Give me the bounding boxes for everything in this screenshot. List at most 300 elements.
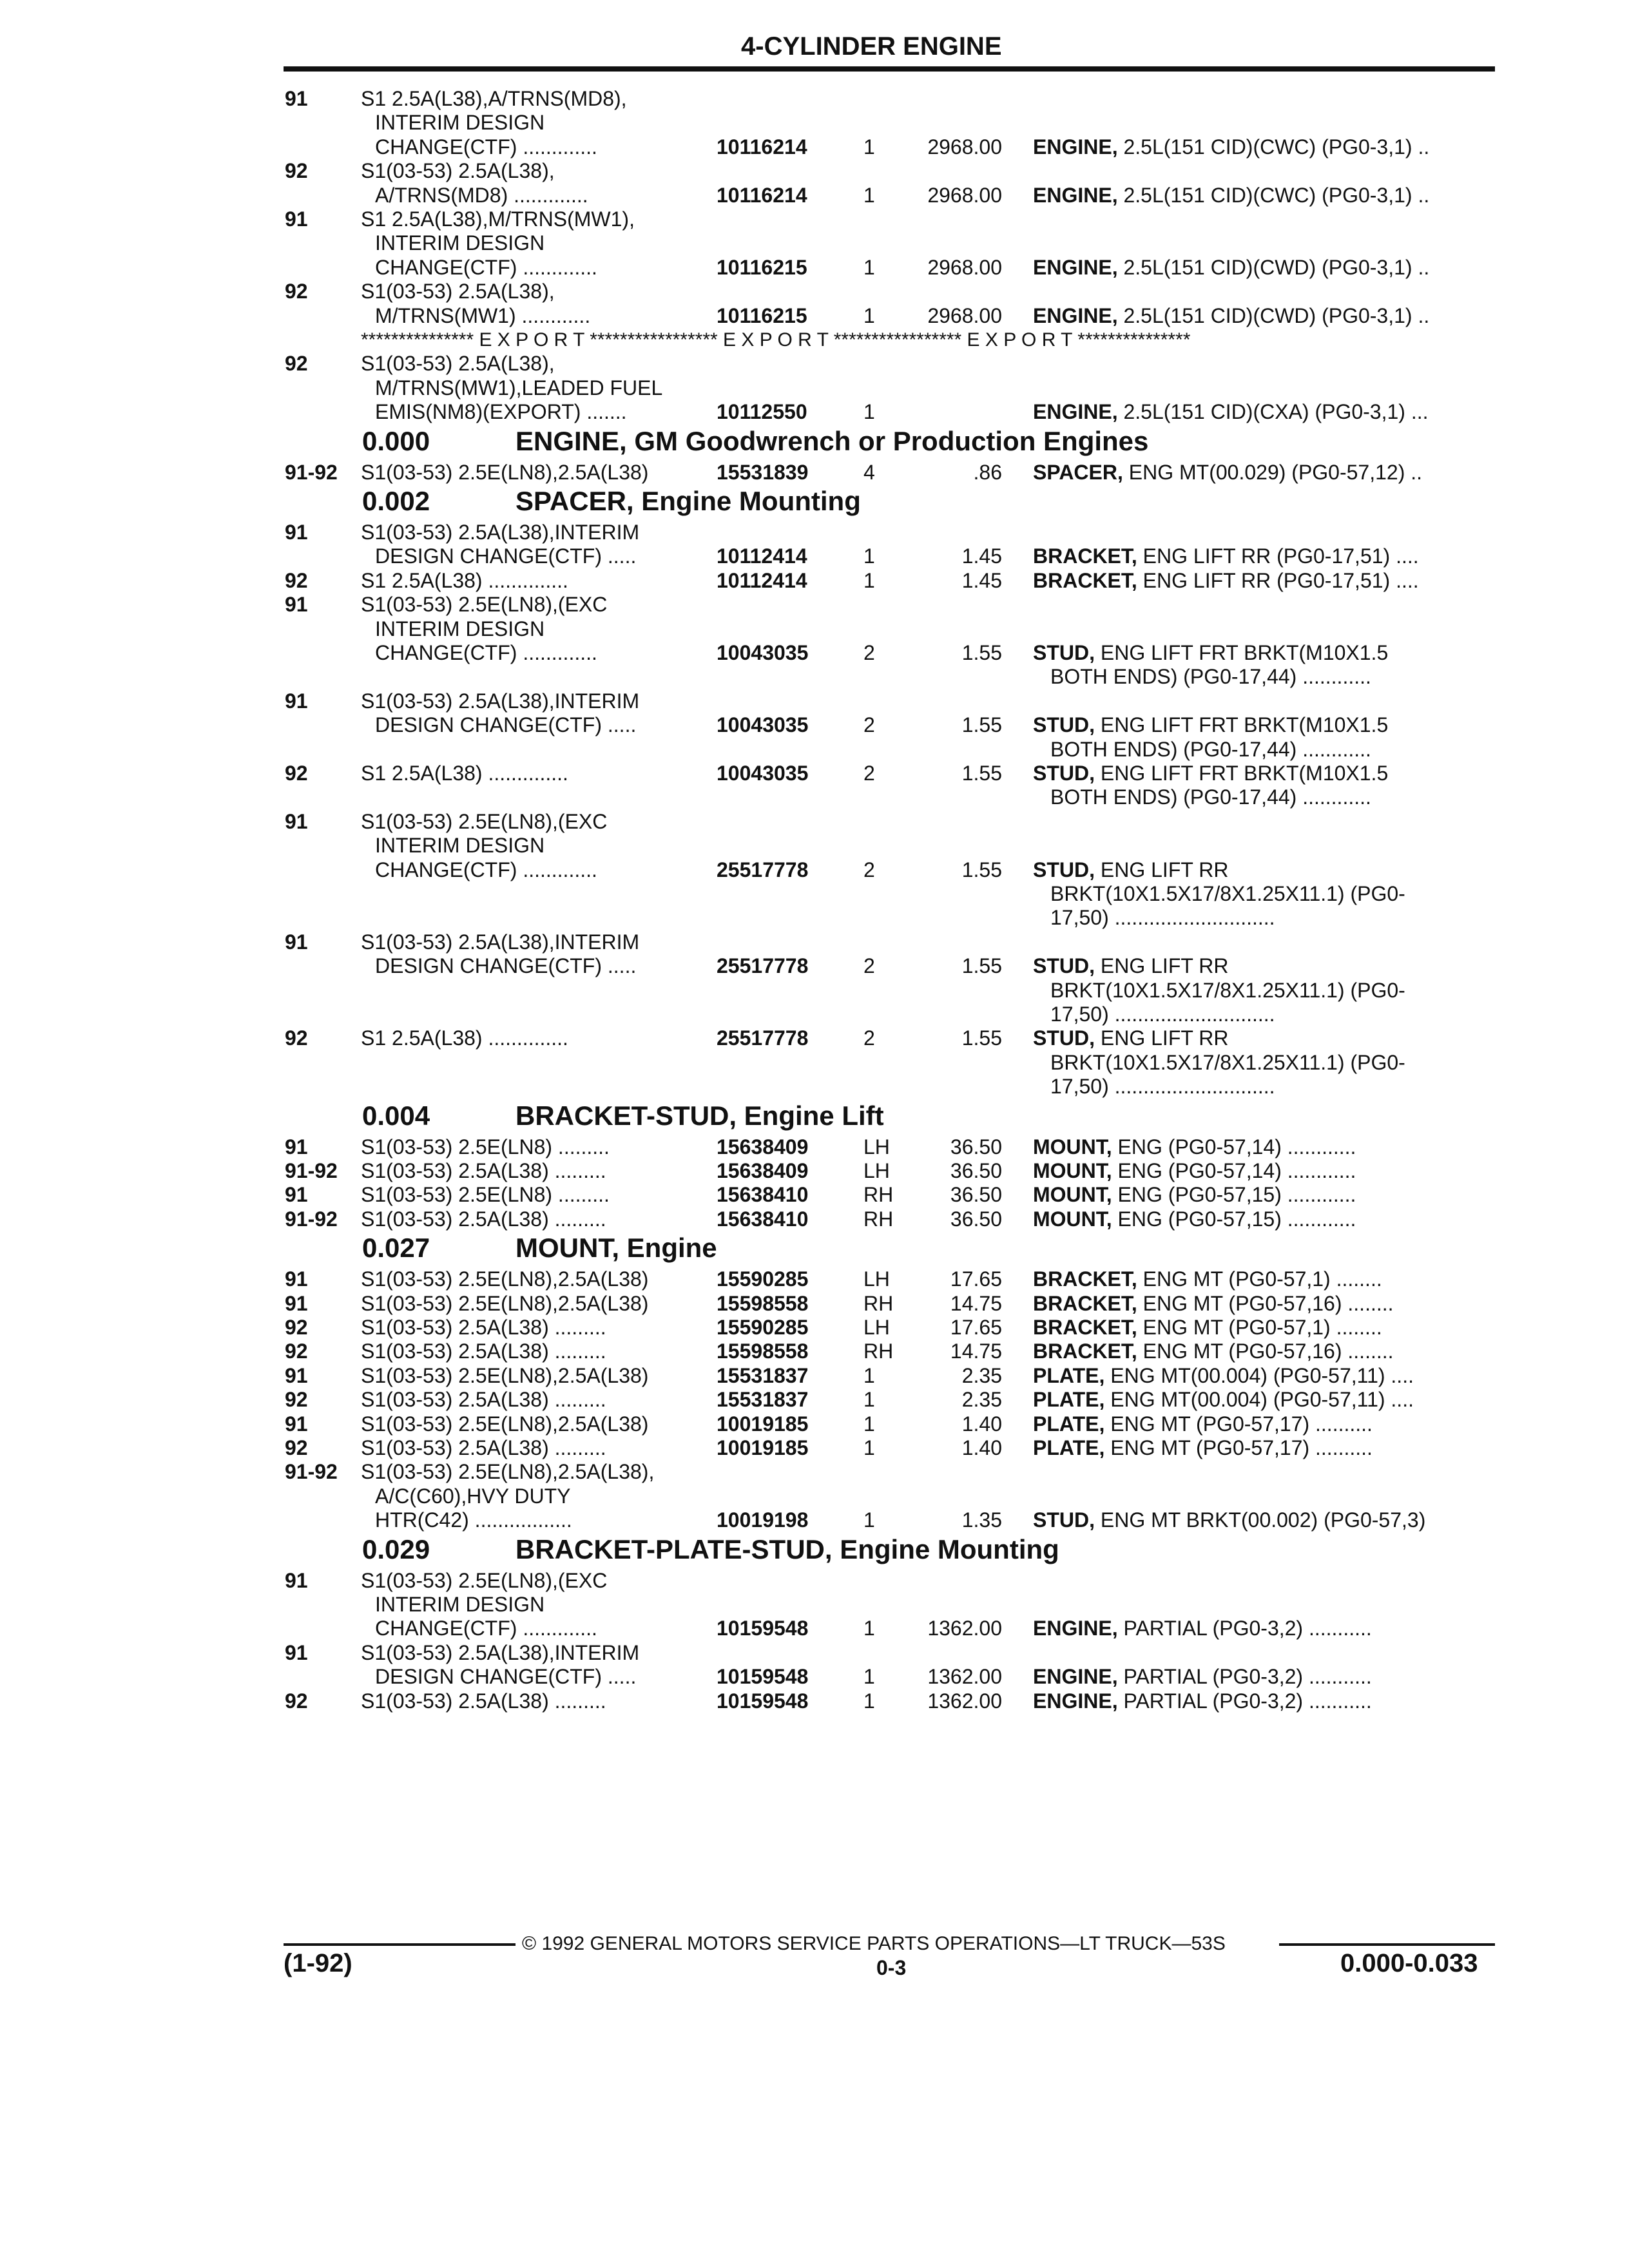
application-description-continued: A/TRNS(MD8) ............. — [375, 183, 588, 207]
part-name-keyword: BRACKET, — [1033, 1340, 1137, 1363]
model-year: 91-92 — [285, 1159, 338, 1182]
model-year: 92 — [285, 1340, 308, 1363]
list-price: 1.45 — [961, 568, 1002, 592]
part-name-keyword: ENGINE, — [1033, 303, 1118, 327]
model-year: 91-92 — [285, 1460, 338, 1484]
application-description-continued: CHANGE(CTF) ............. — [375, 858, 597, 881]
part-name-keyword: ENGINE, — [1033, 1665, 1118, 1689]
parts-row — [0, 1617, 1629, 1640]
application-description-continued: EMIS(NM8)(EXPORT) ....... — [375, 400, 627, 424]
part-name-detail: ENG LIFT RR — [1095, 858, 1229, 881]
application-description: S1(03-53) 2.5E(LN8),2.5A(L38), — [361, 1460, 655, 1484]
model-year: 91 — [285, 1363, 308, 1387]
parts-row — [0, 762, 1629, 785]
part-number: 10112414 — [717, 568, 807, 592]
parts-row — [0, 1183, 1629, 1207]
part-name — [1033, 1508, 1425, 1532]
application-description-continued: DESIGN CHANGE(CTF) ..... — [375, 544, 637, 568]
quantity: 1 — [863, 1412, 875, 1436]
application-description: S1(03-53) 2.5E(LN8),2.5A(L38) — [361, 1291, 649, 1315]
application-description: S1(03-53) 2.5A(L38) ......... — [361, 1316, 606, 1339]
part-name-detail: ENG MT(00.029) (PG0-57,12) .. — [1123, 460, 1423, 484]
model-year: 92 — [285, 1689, 308, 1713]
parts-row — [0, 231, 1629, 255]
part-number: 15598558 — [717, 1291, 809, 1315]
section-number: 0.002 — [362, 486, 430, 516]
part-name — [1033, 1436, 1373, 1460]
part-name — [1033, 1135, 1356, 1159]
part-name-detail: ENG MT(00.004) (PG0-57,11) .... — [1104, 1363, 1414, 1387]
application-description: S1(03-53) 2.5A(L38),INTERIM — [361, 1640, 640, 1664]
list-price: 1.55 — [961, 858, 1002, 881]
quantity: 1 — [863, 1388, 875, 1412]
model-year: 91 — [285, 87, 308, 110]
parts-row — [0, 1641, 1629, 1665]
section-title: ENGINE, GM Goodwrench or Production Engines — [516, 425, 1149, 456]
quantity: RH — [863, 1340, 894, 1363]
parts-row — [0, 665, 1629, 689]
part-name — [1033, 1689, 1372, 1713]
model-year: 92 — [285, 159, 308, 183]
parts-row — [0, 304, 1629, 328]
model-year: 91 — [285, 1183, 308, 1207]
parts-row — [0, 1051, 1629, 1075]
application-description-continued: CHANGE(CTF) ............. — [375, 641, 597, 664]
part-name-keyword: PLATE, — [1033, 1363, 1105, 1387]
parts-row — [0, 461, 1629, 485]
parts-row — [0, 713, 1629, 737]
part-name-detail: ENG (PG0-57,14) ............ — [1112, 1135, 1356, 1158]
part-name — [1033, 256, 1429, 280]
application-description: S1 2.5A(L38),A/TRNS(MD8), — [361, 87, 627, 110]
part-name — [1033, 954, 1228, 978]
quantity: LH — [863, 1267, 890, 1291]
application-description-continued: CHANGE(CTF) ............. — [375, 1617, 597, 1640]
parts-row — [0, 1388, 1629, 1412]
part-name-detail: ENG MT (PG0-57,16) ........ — [1137, 1291, 1394, 1315]
application-description: S1(03-53) 2.5E(LN8),2.5A(L38) — [361, 1363, 649, 1387]
application-description: S1 2.5A(L38) .............. — [361, 762, 568, 785]
quantity: RH — [863, 1291, 894, 1315]
quantity: 1 — [863, 1363, 875, 1387]
model-year: 91 — [285, 1412, 308, 1436]
part-name — [1033, 461, 1422, 485]
section-heading — [0, 1233, 1629, 1265]
quantity: RH — [863, 1183, 894, 1207]
application-description-continued: INTERIM DESIGN — [375, 111, 545, 135]
list-price: 14.75 — [950, 1291, 1002, 1315]
part-name — [1033, 1026, 1228, 1050]
parts-row — [0, 979, 1629, 1003]
parts-row — [0, 207, 1629, 231]
section-number: 0.000 — [362, 425, 430, 456]
part-name — [1033, 1316, 1382, 1340]
part-name — [1033, 544, 1419, 568]
section-number: 0.029 — [362, 1533, 430, 1564]
parts-row — [0, 1316, 1629, 1340]
part-name-detail: ENG MT (PG0-57,17) .......... — [1104, 1436, 1373, 1459]
parts-row — [0, 906, 1629, 930]
parts-row — [0, 1364, 1629, 1388]
application-description: S1(03-53) 2.5E(LN8),(EXC — [361, 809, 608, 833]
part-name-continued: BRKT(10X1.5X17/8X1.25X11.1) (PG0- — [1050, 1050, 1405, 1074]
model-year: 91 — [285, 809, 308, 833]
part-number: 15590285 — [717, 1267, 809, 1291]
part-name-keyword: STUD, — [1033, 858, 1095, 881]
parts-row — [0, 376, 1629, 400]
application-description: S1(03-53) 2.5E(LN8),2.5A(L38) — [361, 460, 649, 484]
model-year: 92 — [285, 1436, 308, 1459]
part-name-detail: ENG MT (PG0-57,16) ........ — [1137, 1340, 1394, 1363]
part-name-keyword: MOUNT, — [1033, 1207, 1112, 1231]
application-description: S1(03-53) 2.5A(L38), — [361, 352, 555, 376]
parts-row — [0, 954, 1629, 978]
quantity: 1 — [863, 544, 875, 568]
part-name-detail: 2.5L(151 CID)(CWD) (PG0-3,1) .. — [1117, 303, 1430, 327]
parts-row — [0, 785, 1629, 809]
quantity: LH — [863, 1159, 890, 1182]
parts-row — [0, 111, 1629, 135]
list-price: .86 — [973, 460, 1002, 484]
part-name-detail: ENG LIFT RR (PG0-17,51) .... — [1137, 544, 1419, 568]
parts-row — [0, 1412, 1629, 1436]
list-price: 1362.00 — [927, 1617, 1002, 1640]
parts-row — [0, 1569, 1629, 1593]
part-name-detail: ENG LIFT FRT BRKT(M10X1.5 — [1095, 762, 1389, 785]
part-name-detail: ENG MT BRKT(00.002) (PG0-57,3) — [1095, 1508, 1426, 1532]
list-price: 2968.00 — [927, 255, 1002, 279]
application-description: S1(03-53) 2.5E(LN8) ......... — [361, 1183, 610, 1207]
section-heading — [0, 486, 1629, 518]
model-year: 91 — [285, 1267, 308, 1291]
application-description: S1(03-53) 2.5E(LN8) ......... — [361, 1135, 610, 1158]
part-name-detail: ENG MT(00.004) (PG0-57,11) .... — [1104, 1388, 1414, 1412]
quantity: 1 — [863, 1436, 875, 1459]
application-description-continued: INTERIM DESIGN — [375, 1593, 545, 1616]
footer-range: 0.000-0.033 — [1340, 1949, 1478, 1977]
part-name-continued: 17,50) ............................ — [1050, 1075, 1275, 1099]
application-description-continued: M/TRNS(MW1),LEADED FUEL — [375, 376, 663, 399]
part-name-keyword: STUD, — [1033, 1508, 1095, 1532]
model-year: 91 — [285, 1291, 308, 1315]
part-number: 15638409 — [717, 1135, 809, 1158]
footer-date: (1-92) — [284, 1949, 352, 1977]
part-name-continued: 17,50) ............................ — [1050, 906, 1275, 930]
quantity: 2 — [863, 641, 875, 664]
part-name — [1033, 1292, 1394, 1316]
part-name-continued: 17,50) ............................ — [1050, 1003, 1275, 1026]
quantity: 1 — [863, 255, 875, 279]
application-description: S1(03-53) 2.5A(L38) ......... — [361, 1436, 606, 1459]
quantity: 4 — [863, 460, 875, 484]
quantity: 2 — [863, 1026, 875, 1050]
parts-row — [0, 1665, 1629, 1689]
application-description-continued: HTR(C42) ................. — [375, 1508, 572, 1532]
part-number: 10159548 — [717, 1665, 809, 1689]
part-name-detail: ENG MT (PG0-57,1) ........ — [1137, 1316, 1382, 1339]
list-price: 2968.00 — [927, 303, 1002, 327]
part-name — [1033, 1183, 1356, 1207]
part-name-detail: PARTIAL (PG0-3,2) ........... — [1117, 1689, 1372, 1713]
part-name-continued: BRKT(10X1.5X17/8X1.25X11.1) (PG0- — [1050, 978, 1405, 1002]
application-description: S1(03-53) 2.5A(L38), — [361, 280, 555, 303]
part-number: 15638409 — [717, 1159, 809, 1182]
list-price: 1.55 — [961, 641, 1002, 664]
list-price: 1.55 — [961, 954, 1002, 978]
parts-row — [0, 1485, 1629, 1508]
model-year: 91 — [285, 593, 308, 617]
application-description: S1(03-53) 2.5E(LN8),(EXC — [361, 593, 608, 617]
application-description-continued: M/TRNS(MW1) ............ — [375, 303, 591, 327]
list-price: 1.35 — [961, 1508, 1002, 1532]
list-price: 1362.00 — [927, 1689, 1002, 1713]
part-name-keyword: ENGINE, — [1033, 400, 1118, 424]
footer-rule-right — [1279, 1943, 1495, 1946]
part-name — [1033, 569, 1419, 593]
list-price: 1.55 — [961, 762, 1002, 785]
part-number: 10116214 — [717, 183, 807, 207]
list-price: 1.40 — [961, 1436, 1002, 1459]
application-description: S1(03-53) 2.5E(LN8),(EXC — [361, 1568, 608, 1592]
list-price: 2.35 — [961, 1363, 1002, 1387]
application-description-continued: INTERIM DESIGN — [375, 617, 545, 640]
list-price: 36.50 — [950, 1207, 1002, 1231]
application-description-continued: DESIGN CHANGE(CTF) ..... — [375, 1665, 637, 1689]
part-name-detail: 2.5L(151 CID)(CWD) (PG0-3,1) .. — [1117, 255, 1430, 279]
part-name — [1033, 713, 1388, 737]
list-price: 1362.00 — [927, 1665, 1002, 1689]
list-price: 36.50 — [950, 1135, 1002, 1158]
part-name — [1033, 1267, 1382, 1291]
part-name-detail: ENG LIFT FRT BRKT(M10X1.5 — [1095, 641, 1389, 664]
list-price: 1.40 — [961, 1412, 1002, 1436]
quantity: 1 — [863, 1689, 875, 1713]
part-name-keyword: BRACKET, — [1033, 1267, 1137, 1291]
part-name-keyword: ENGINE, — [1033, 1689, 1118, 1713]
parts-row — [0, 593, 1629, 617]
part-name-detail: ENG MT (PG0-57,1) ........ — [1137, 1267, 1382, 1291]
model-year: 92 — [285, 762, 308, 785]
part-name-keyword: PLATE, — [1033, 1388, 1105, 1412]
part-number: 10116214 — [717, 135, 807, 159]
part-name-detail: ENG (PG0-57,14) ............ — [1112, 1159, 1356, 1182]
quantity: 1 — [863, 400, 875, 424]
part-number: 10019198 — [717, 1508, 809, 1532]
parts-row — [0, 1593, 1629, 1617]
part-number: 10019185 — [717, 1412, 809, 1436]
parts-row — [0, 641, 1629, 665]
part-number: 15598558 — [717, 1340, 809, 1363]
part-number: 15590285 — [717, 1316, 809, 1339]
section-title: BRACKET-PLATE-STUD, Engine Mounting — [516, 1533, 1059, 1564]
application-description-continued: CHANGE(CTF) ............. — [375, 255, 597, 279]
application-description-continued: INTERIM DESIGN — [375, 834, 545, 858]
application-description: S1(03-53) 2.5A(L38) ......... — [361, 1689, 606, 1713]
quantity: LH — [863, 1135, 890, 1158]
parts-row — [0, 1267, 1629, 1291]
part-name — [1033, 1207, 1356, 1231]
part-number: 10112550 — [717, 400, 807, 424]
export-divider: *************** E X P O R T ***************** E X P O R T ***************** E X P O R T *************** — [361, 329, 1191, 351]
part-name-keyword: STUD, — [1033, 762, 1095, 785]
quantity: 2 — [863, 713, 875, 737]
footer-rule-left — [284, 1943, 516, 1946]
part-number: 25517778 — [717, 954, 809, 978]
parts-row — [0, 617, 1629, 641]
parts-row — [0, 135, 1629, 159]
part-name-keyword: MOUNT, — [1033, 1135, 1112, 1158]
model-year: 92 — [285, 280, 308, 303]
part-name-keyword: MOUNT, — [1033, 1159, 1112, 1182]
list-price: 1.55 — [961, 713, 1002, 737]
part-name-keyword: ENGINE, — [1033, 183, 1118, 207]
part-name — [1033, 1665, 1372, 1689]
model-year: 91 — [285, 1640, 308, 1664]
header-rule — [284, 66, 1495, 72]
model-year: 91 — [285, 521, 308, 544]
part-number: 10116215 — [717, 255, 807, 279]
application-description: S1(03-53) 2.5A(L38) ......... — [361, 1340, 606, 1363]
part-name-keyword: ENGINE, — [1033, 255, 1118, 279]
application-description: S1(03-53) 2.5A(L38),INTERIM — [361, 521, 640, 544]
part-name — [1033, 1617, 1372, 1640]
part-name-detail: 2.5L(151 CID)(CWC) (PG0-3,1) .. — [1117, 135, 1430, 159]
parts-row — [0, 1460, 1629, 1484]
model-year: 91 — [285, 930, 308, 954]
quantity: RH — [863, 1207, 894, 1231]
part-number: 10159548 — [717, 1617, 809, 1640]
quantity: 1 — [863, 135, 875, 159]
list-price: 2968.00 — [927, 183, 1002, 207]
parts-row — [0, 930, 1629, 954]
part-name-keyword: MOUNT, — [1033, 1183, 1112, 1207]
part-name-keyword: ENGINE, — [1033, 135, 1118, 159]
parts-row — [0, 1340, 1629, 1363]
parts-row — [0, 1026, 1629, 1050]
application-description: S1(03-53) 2.5A(L38),INTERIM — [361, 930, 640, 954]
parts-row — [0, 689, 1629, 713]
application-description-continued: DESIGN CHANGE(CTF) ..... — [375, 713, 637, 737]
list-price: 36.50 — [950, 1183, 1002, 1207]
parts-row — [0, 256, 1629, 280]
page-title: 4-CYLINDER ENGINE — [741, 32, 1002, 61]
part-name — [1033, 1412, 1373, 1436]
part-name-keyword: BRACKET, — [1033, 1316, 1137, 1339]
application-description: S1 2.5A(L38) .............. — [361, 1026, 568, 1050]
model-year: 91-92 — [285, 1207, 338, 1231]
list-price: 1.55 — [961, 1026, 1002, 1050]
part-name — [1033, 858, 1228, 882]
section-heading — [0, 426, 1629, 458]
parts-row — [0, 159, 1629, 183]
parts-row — [0, 544, 1629, 568]
part-name — [1033, 1340, 1394, 1363]
part-name-detail: 2.5L(151 CID)(CWC) (PG0-3,1) .. — [1117, 183, 1430, 207]
parts-row — [0, 521, 1629, 544]
part-number: 10043035 — [717, 762, 809, 785]
part-name — [1033, 1388, 1414, 1412]
part-number: 15531837 — [717, 1388, 809, 1412]
model-year: 92 — [285, 568, 308, 592]
parts-row — [0, 1003, 1629, 1026]
parts-row — [0, 352, 1629, 376]
model-year: 92 — [285, 1026, 308, 1050]
section-heading — [0, 1100, 1629, 1133]
quantity: 1 — [863, 1617, 875, 1640]
part-number: 10043035 — [717, 641, 809, 664]
parts-row — [0, 1689, 1629, 1713]
application-description: S1(03-53) 2.5E(LN8),2.5A(L38) — [361, 1412, 649, 1436]
model-year: 92 — [285, 1316, 308, 1339]
quantity: 2 — [863, 954, 875, 978]
part-number: 10019185 — [717, 1436, 809, 1459]
application-description: S1 2.5A(L38),M/TRNS(MW1), — [361, 207, 635, 231]
part-name — [1033, 762, 1388, 785]
model-year: 91 — [285, 207, 308, 231]
part-number: 10116215 — [717, 303, 807, 327]
part-name-detail: PARTIAL (PG0-3,2) ........... — [1117, 1665, 1372, 1689]
quantity: 1 — [863, 1665, 875, 1689]
section-title: BRACKET-STUD, Engine Lift — [516, 1100, 884, 1131]
part-name — [1033, 641, 1388, 665]
model-year: 91-92 — [285, 460, 338, 484]
part-name — [1033, 135, 1429, 159]
list-price: 17.65 — [950, 1267, 1002, 1291]
part-name-detail: ENG LIFT RR — [1095, 954, 1229, 978]
part-number: 10043035 — [717, 713, 809, 737]
application-description: S1 2.5A(L38) .............. — [361, 568, 568, 592]
parts-row — [0, 1075, 1629, 1099]
part-number: 15638410 — [717, 1183, 809, 1207]
part-name — [1033, 1159, 1356, 1183]
parts-row — [0, 1292, 1629, 1316]
part-name-detail: 2.5L(151 CID)(CXA) (PG0-3,1) ... — [1117, 400, 1429, 424]
parts-row — [0, 184, 1629, 207]
part-name-detail: ENG LIFT RR — [1095, 1026, 1229, 1050]
part-name — [1033, 304, 1429, 328]
parts-row — [0, 1135, 1629, 1159]
part-name-keyword: BRACKET, — [1033, 1291, 1137, 1315]
parts-row — [0, 858, 1629, 882]
parts-row — [0, 738, 1629, 762]
list-price: 14.75 — [950, 1340, 1002, 1363]
parts-row — [0, 810, 1629, 834]
application-description: S1(03-53) 2.5A(L38) ......... — [361, 1207, 606, 1231]
model-year: 92 — [285, 1388, 308, 1412]
part-name-continued: BOTH ENDS) (PG0-17,44) ............ — [1050, 737, 1371, 761]
application-description-continued: DESIGN CHANGE(CTF) ..... — [375, 954, 637, 978]
part-name-keyword: PLATE, — [1033, 1412, 1105, 1436]
section-title: MOUNT, Engine — [516, 1233, 717, 1264]
parts-row — [0, 1159, 1629, 1183]
section-number: 0.004 — [362, 1100, 430, 1131]
application-description-continued: CHANGE(CTF) ............. — [375, 135, 597, 159]
footer-copyright: © 1992 GENERAL MOTORS SERVICE PARTS OPERATIONS—LT TRUCK—53S — [522, 1933, 1226, 1954]
quantity: 1 — [863, 183, 875, 207]
part-number: 25517778 — [717, 858, 809, 881]
part-number: 15638410 — [717, 1207, 809, 1231]
parts-row — [0, 1207, 1629, 1231]
quantity: 1 — [863, 1508, 875, 1532]
quantity: 2 — [863, 762, 875, 785]
parts-row — [0, 569, 1629, 593]
parts-row — [0, 280, 1629, 303]
part-name-detail: PARTIAL (PG0-3,2) ........... — [1117, 1617, 1372, 1640]
part-name-keyword: STUD, — [1033, 713, 1095, 737]
part-name-detail: ENG MT (PG0-57,17) .......... — [1104, 1412, 1373, 1436]
part-name-keyword: PLATE, — [1033, 1436, 1105, 1459]
list-price: 36.50 — [950, 1159, 1002, 1182]
